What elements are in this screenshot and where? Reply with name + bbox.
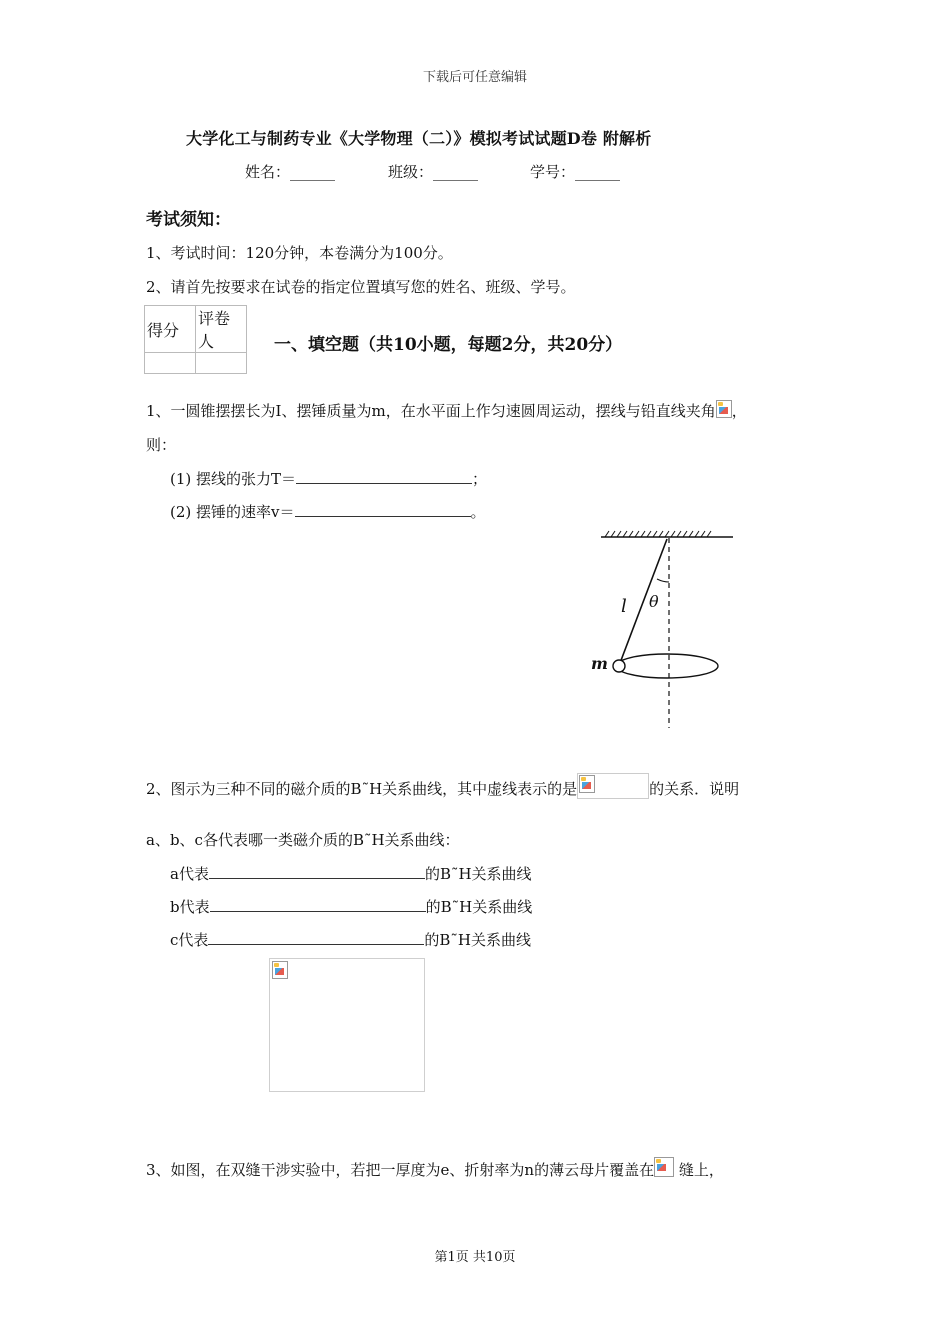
- q3-stem: [146, 1157, 724, 1180]
- q1-stem-continued: 则：: [146, 436, 177, 454]
- q1-stem: [146, 400, 747, 421]
- angle-arc: [657, 579, 669, 582]
- length-label: l: [621, 596, 627, 617]
- q1-part-2: [170, 501, 486, 522]
- q2-item-b-label: b代表: [170, 898, 210, 916]
- q2-item-b: [170, 896, 532, 917]
- answer-blank: [208, 930, 424, 945]
- conical-pendulum-diagram: [585, 528, 745, 733]
- score-cell: [145, 353, 196, 374]
- answer-blank: [209, 864, 425, 879]
- q2-item-a-suffix: 的B˜H关系曲线: [424, 865, 532, 883]
- pendulum-string: [620, 539, 667, 663]
- q2-stem-text: 2、图示为三种不同的磁介质的B˜H关系曲线，其中虚线表示的是: [146, 780, 578, 798]
- bh-curve-image-placeholder: [269, 958, 425, 1092]
- mass-label: m: [591, 654, 608, 673]
- q1-part-1: [170, 468, 487, 489]
- q2-stem-continued: a、b、c各代表哪一类磁介质的B˜H关系曲线：: [146, 831, 460, 849]
- name-label: 姓名：: [245, 163, 291, 181]
- class-label: 班级：: [388, 163, 434, 181]
- broken-image-icon: [654, 1157, 674, 1177]
- q2-item-c-suffix: 的B˜H关系曲线: [424, 931, 532, 949]
- q1-part-2-end: 。: [470, 503, 486, 521]
- q1-part-1-label: (1) 摆线的张力T＝: [170, 470, 297, 488]
- notice-item-1: 1、考试时间：120分钟，本卷满分为100分。: [146, 244, 453, 262]
- name-field: [245, 161, 335, 182]
- exam-title: 大学化工与制药专业《大学物理（二）》模拟考试试题D卷 附解析: [186, 129, 652, 148]
- grader-header: 评卷人: [196, 306, 247, 353]
- answer-blank: [210, 897, 426, 912]
- q2-stem: [146, 773, 739, 799]
- student-id-field: [530, 161, 620, 182]
- grader-cell: [196, 353, 247, 374]
- class-blank: ______: [433, 163, 479, 181]
- q1-stem-text: 1、一圆锥摆摆长为I、摆锤质量为m，在水平面上作匀速圆周运动，摆线与铅直线夹角: [146, 402, 716, 420]
- angle-label: θ: [649, 592, 659, 611]
- name-blank: ______: [290, 163, 336, 181]
- section-title: 一、填空题（共10小题，每题2分，共20分）: [274, 335, 623, 355]
- q2-item-a: [170, 863, 532, 884]
- q3-stem-end: 缝上，: [674, 1161, 724, 1179]
- q2-stem-end: 的关系．说明: [649, 780, 740, 798]
- notice-item-2: 2、请首先按要求在试卷的指定位置填写您的姓名、班级、学号。: [146, 278, 576, 296]
- broken-image-icon: [716, 400, 732, 418]
- student-id-blank: ______: [575, 163, 621, 181]
- answer-blank: [295, 502, 471, 517]
- answer-blank: [296, 469, 472, 484]
- class-field: [388, 161, 478, 182]
- score-table: [144, 305, 247, 374]
- q2-item-a-label: a代表: [170, 865, 209, 883]
- circular-path: [616, 654, 718, 678]
- q1-part-1-end: ；: [472, 470, 488, 488]
- pendulum-bob: [613, 660, 625, 672]
- page-footer: 第1页 共10页: [434, 1250, 516, 1265]
- ceiling-hatching: [605, 531, 711, 537]
- broken-image-icon: [579, 775, 595, 793]
- q2-item-c: [170, 929, 531, 950]
- q1-stem-end: ，: [731, 402, 747, 420]
- header-note: 下载后可任意编辑: [422, 70, 527, 85]
- inline-image-placeholder: [577, 773, 649, 799]
- q1-part-2-label: (2) 摆锤的速率v＝: [170, 503, 295, 521]
- broken-image-icon: [272, 961, 288, 979]
- score-header: 得分: [145, 306, 196, 353]
- notice-heading: 考试须知：: [146, 210, 231, 230]
- q3-stem-text: 3、如图，在双缝干涉实验中，若把一厚度为e、折射率为n的薄云母片覆盖在: [146, 1161, 655, 1179]
- q2-item-b-suffix: 的B˜H关系曲线: [425, 898, 533, 916]
- q2-item-c-label: c代表: [170, 931, 209, 949]
- student-id-label: 学号：: [530, 163, 576, 181]
